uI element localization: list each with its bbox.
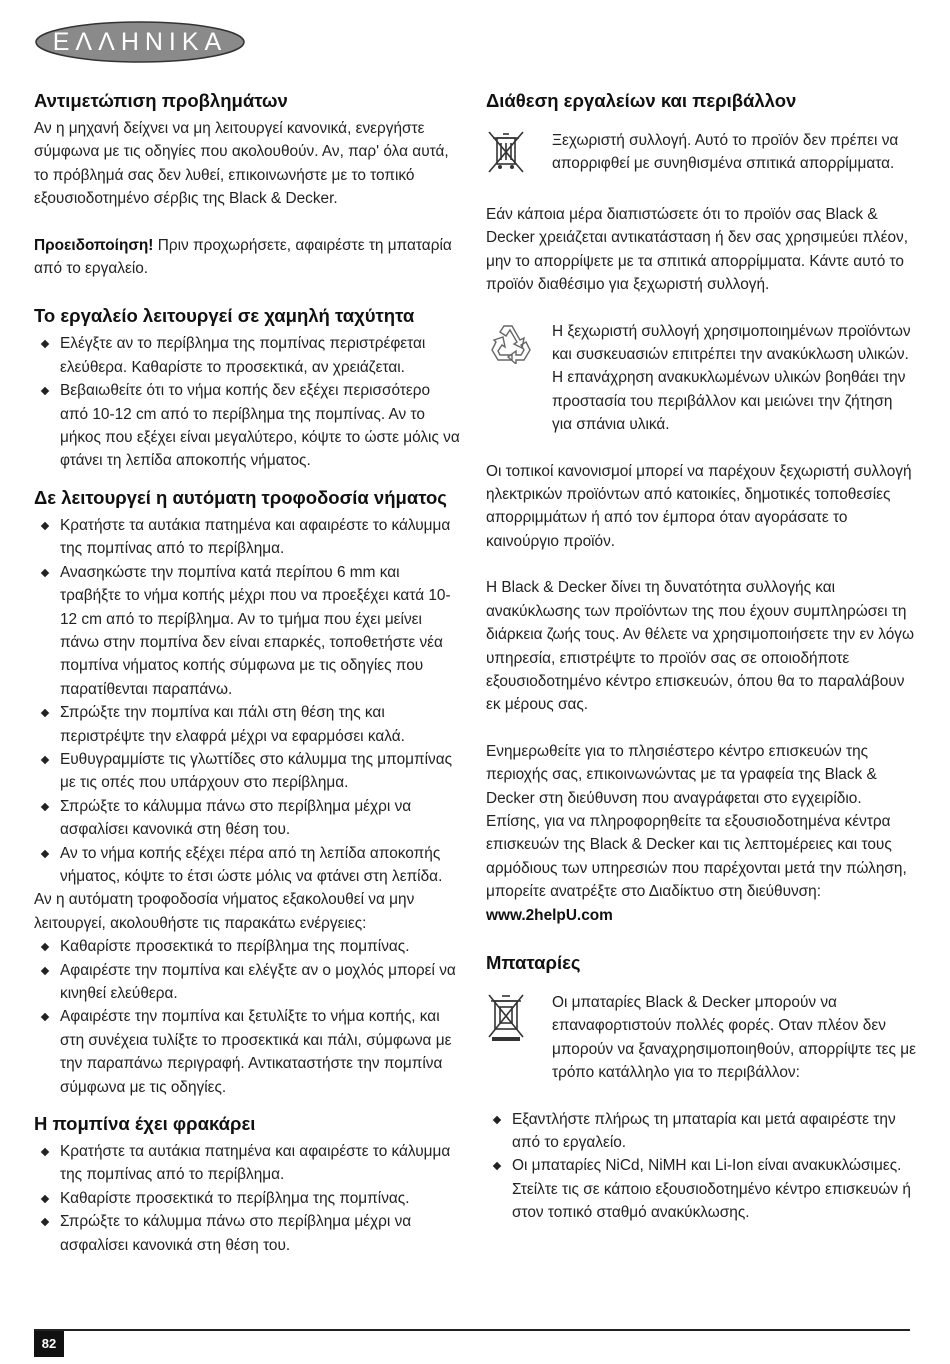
- troubleshooting-intro: Αν η μηχανή δείχνει να μη λειτουργεί κανονικά, ενεργήστε σύμφωνα με τις οδηγίες που ακολουθούν. Αν, παρ' όλα αυτά, το πρόβλημά σας δεν λυθεί, επικοινωνήστε με το τοπικό εξουσιοδοτημένο σέρβις της Black & Decker.: [34, 120, 449, 208]
- list-item: Καθαρίστε προσεκτικά το περίβλημα της πομπίνας.: [34, 1187, 462, 1210]
- jammed-list: [34, 1140, 462, 1257]
- autofeed-heading: Δε λειτουργεί η αυτόματη τροφοδοσία νήματος: [34, 486, 447, 508]
- list-item: Καθαρίστε προσεκτικά το περίβλημα της πομπίνας.: [34, 935, 462, 958]
- list-item: Αν το νήμα κοπής εξέχει πέρα από τη λεπίδα αποκοπής νήματος, κόψτε το έτσι ώστε μόλις να φτάνει στη λεπίδα.: [34, 842, 462, 889]
- language-tab: [34, 20, 246, 64]
- list-item: Κρατήστε τα αυτάκια πατημένα και αφαιρέστε το κάλυμμα της πομπίνας από το περίβλημα.: [34, 1140, 462, 1187]
- batteries-list: [486, 1108, 916, 1225]
- low-speed-list: [34, 332, 462, 472]
- list-item: Οι μπαταρίες NiCd, NiMH και Li-Ion είναι ανακυκλώσιμες. Στείλτε τις σε κάποιο εξουσιοδοτημένο κέντρο επισκευών ή στον τοπικό σταθμό ανακύκλωσης.: [486, 1154, 916, 1224]
- separate-collection-row: [486, 129, 916, 180]
- battery-disposal-row: [486, 991, 916, 1085]
- footer-rule: [34, 1329, 910, 1331]
- list-item: Σπρώξτε το κάλυμμα πάνω στο περίβλημα μέχρι να ασφαλίσει κανονικά στη θέση του.: [34, 795, 462, 842]
- batteries-heading: Μπαταρίες: [486, 951, 581, 973]
- crossed-battery-bin-icon: [486, 991, 552, 1048]
- warning-text: Πριν προχωρήσετε, αφαιρέστε τη μπαταρία από το εργαλείο.: [34, 236, 452, 278]
- batteries-intro: Οι μπαταρίες Black & Decker μπορούν να επαναφορτιστούν πολλές φορές. Οταν πλέον δεν μπορούν να ξαναχρησιμοποιηθούν, απορρίψτε τες με τρόπο κατάλληλο για το περιβάλλον:: [552, 993, 916, 1082]
- list-item: Ευθυγραμμίστε τις γλωττίδες στο κάλυμμα της μπομπίνας με τις οπές που υπάρχουν στο περίβλημα.: [34, 748, 462, 795]
- list-item: Ανασηκώστε την πομπίνα κατά περίπου 6 mm και τραβήξτε το νήμα κοπής μέχρι που να προεξέχει κατά 10-12 cm από το περίβλημα. Αν το τμήμα που έχει μείνει πάνω στην πομπίνα δεν είναι επαρκές, τοποθετήστε νέα πομπίνα νήματος κοπής σύμφωνα με τις οδηγίες που παρατίθενται παραπάνω.: [34, 561, 462, 701]
- list-item: Εξαντλήστε πλήρως τη μπαταρία και μετά αφαιρέστε την από το εργαλείο.: [486, 1108, 916, 1155]
- recycling-row: [486, 320, 916, 437]
- disposal-paragraph-1: Εάν κάποια μέρα διαπιστώσετε ότι το προϊόν σας Black & Decker χρειάζεται αντικατάσταση ή δεν σας χρησιμεύει πλέον, μην το απορρίψετε με τα σπιτικά απορρίμματα. Κάντε αυτό το προϊόν διαθέσιμο για ξεχωριστή συλλογή.: [486, 206, 909, 294]
- disposal-heading: Διάθεση εργαλείων και περιβάλλον: [486, 90, 797, 111]
- list-item: Ελέγξτε αν το περίβλημα της πομπίνας περιστρέφεται ελεύθερα. Καθαρίστε το προσεκτικά, αν χρειάζεται.: [34, 332, 462, 379]
- jammed-heading: Η πομπίνα έχει φρακάρει: [34, 1113, 256, 1135]
- disposal-paragraph-4-text: Ενημερωθείτε για το πλησιέστερο κέντρο επισκευών της περιοχής σας, επικοινωνώντας με τα γραφεία της Black & Decker στη διεύθυνση που αναγράφεται στο εγχειρίδιο. Επίσης, για να πληροφορηθείτε τα εξουσιοδοτημένα κέντρα επισκευών της Black & Decker και τις λεπτομέρειες και τους αρμόδιους των υπηρεσιών που παρέχονται μετά την πώληση, μπορείτε ανατρέξτε στο Διαδίκτυο στη διεύθυνση:: [486, 742, 907, 901]
- warning-label: Προειδοποίηση!: [34, 236, 154, 254]
- troubleshooting-heading: Αντιμετώπιση προβλημάτων: [34, 90, 288, 111]
- recycling-text: Η ξεχωριστή συλλογή χρησιμοποιημένων προϊόντων και συσκευασιών επιτρέπει την ανακύκλωση υλικών. Η επανάχρηση ανακυκλωμένων υλικών βοηθάει την προστασία του περιβάλλον και μειώνει την ζήτηση για σπάνια υλικά.: [552, 322, 911, 434]
- low-speed-heading: Το εργαλείο λειτουργεί σε χαμηλή ταχύτητα: [34, 305, 415, 327]
- autofeed-list-2: [34, 935, 462, 1099]
- separate-collection-text: Ξεχωριστή συλλογή. Αυτό το προϊόν δεν πρέπει να απορριφθεί με συνηθισμένα σπιτικά απορρίμματα.: [552, 132, 899, 173]
- list-item: Σπρώξτε την πομπίνα και πάλι στη θέση της και περιστρέψτε την ελαφρά μέχρι να εφαρμόσει καλά.: [34, 701, 462, 748]
- list-item: Βεβαιωθείτε ότι το νήμα κοπής δεν εξέχει περισσότερο από 10-12 cm από το περίβλημα της πομπίνας. Αν το μήκος που εξέχει είναι μεγαλύτερο, κόψτε το ώστε μόλις να φτάνει τη λεπίδα αποκοπής νήματος.: [34, 379, 462, 473]
- list-item: Αφαιρέστε την πομπίνα και ξετυλίξτε το νήμα κοπής, και στη συνέχεια τυλίξτε το προσεκτικά και πάλι, σύμφωνα με την παραπάνω περιγραφή. Αντικαταστήστε την πομπίνα σύμφωνα με τις οδηγίες.: [34, 1005, 462, 1099]
- list-item: Σπρώξτε το κάλυμμα πάνω στο περίβλημα μέχρι να ασφαλίσει κανονικά στη θέση του.: [34, 1210, 462, 1257]
- list-item: Κρατήστε τα αυτάκια πατημένα και αφαιρέστε το κάλυμμα της πομπίνας από το περίβλημα.: [34, 514, 462, 561]
- disposal-paragraph-4: [486, 740, 916, 927]
- warning-paragraph: [34, 234, 462, 281]
- disposal-paragraph-2: Οι τοπικοί κανονισμοί μπορεί να παρέχουν ξεχωριστή συλλογή ηλεκτρικών προϊόντων από κατοικίες, δημοτικές τοποθεσίες απορριμμάτων ή από τον έμπορα όταν αγοράσατε το καινούργιο προϊόν.: [486, 462, 912, 550]
- left-column: [34, 88, 462, 1257]
- website-link[interactable]: www.2helpU.com: [486, 906, 613, 924]
- right-column: [486, 88, 916, 1225]
- recycling-icon: [486, 320, 552, 369]
- autofeed-list: [34, 514, 462, 889]
- page-number: 82: [34, 1331, 64, 1357]
- list-item: Αφαιρέστε την πομπίνα και ελέγξτε αν ο μοχλός μπορεί να κινηθεί ελεύθερα.: [34, 959, 462, 1006]
- crossed-bin-icon: [486, 129, 552, 180]
- language-tab-label: ΕΛΛΗΝΙΚΑ: [52, 28, 228, 56]
- autofeed-continue-text: Αν η αυτόματη τροφοδοσία νήματος εξακολουθεί να μην λειτουργεί, ακολουθήστε τις παρακάτω ενέργειες:: [34, 891, 415, 932]
- disposal-paragraph-3: Η Black & Decker δίνει τη δυνατότητα συλλογής και ανακύκλωσης των προϊόντων της που έχουν συμπληρώσει τη διάρκεια ζωής τους. Αν θέλετε να χρησιμοποιήσετε την εν λόγω υπηρεσία, επιστρέψτε το προϊόν σας σε οποιοδήποτε εξουσιοδοτημένο κέντρο επισκευών, όπου θα το παραλάβουν εκ μέρους σας.: [486, 579, 915, 714]
